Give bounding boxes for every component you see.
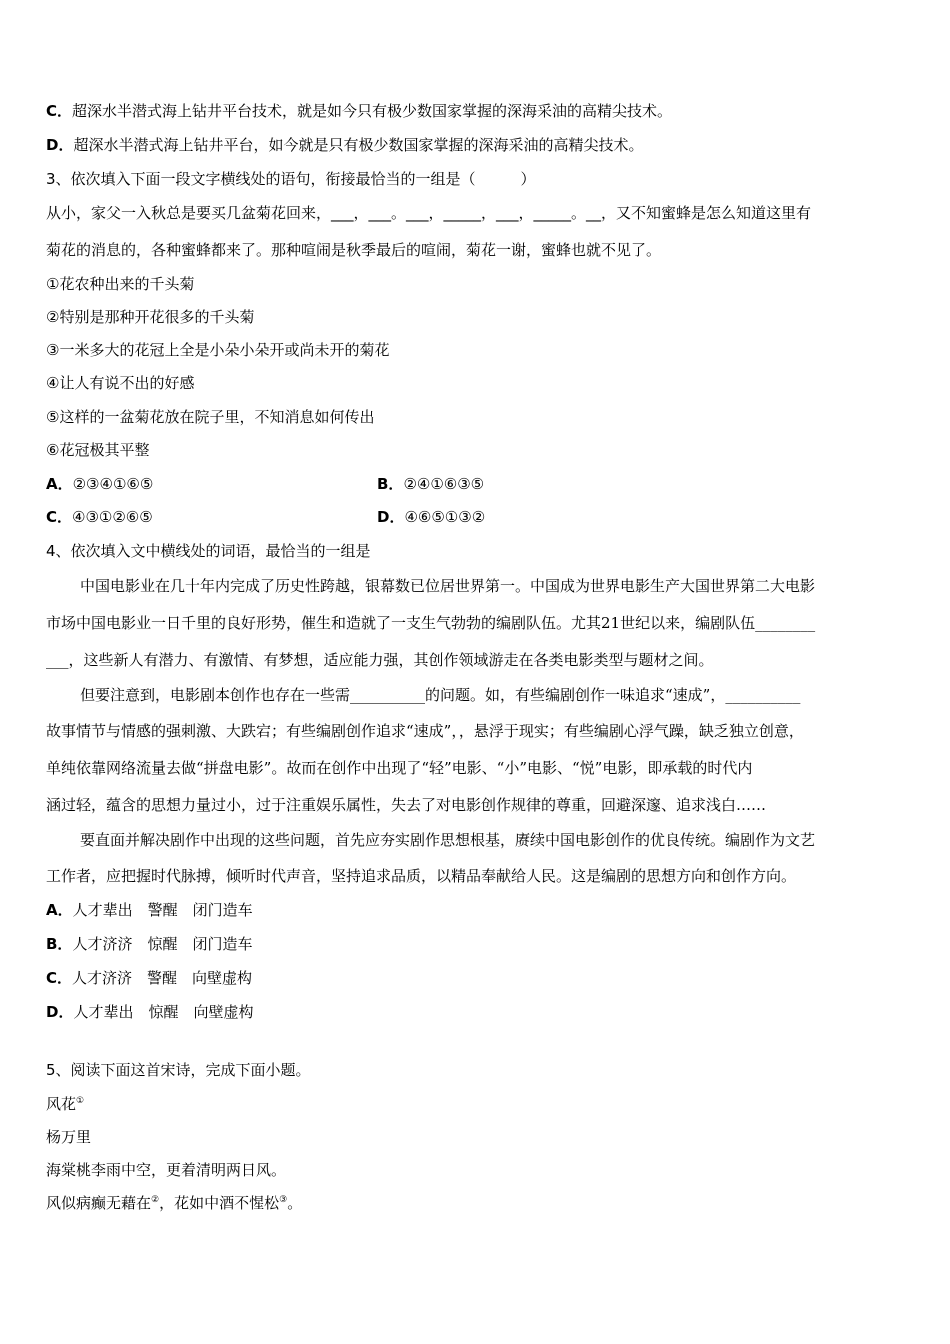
q5-poem-line-2-part-a: 风似病癫无藉在 <box>46 1194 152 1212</box>
q5-poem-line-2-note-2: ③ <box>279 1195 288 1205</box>
q3-option-a <box>46 475 153 493</box>
q4-option-a-text: 人才辈出 警醒 闭门造车 <box>72 901 253 919</box>
q3-option-c <box>46 508 153 526</box>
q4-option-a <box>46 899 910 921</box>
q3-item-5: ⑤这样的一盆菊花放在院子里，不知消息如何传出 <box>46 408 375 426</box>
q2-option-c-text: 超深水半潜式海上钻井平台技术，就是如今只有极少数国家掌握的深海采油的高精尖技术。 <box>72 102 673 120</box>
q4-p1-line-2: 市场中国电影业一日千里的良好形势，催生和造就了一支生气勃勃的编剧队伍。尤其21世纪以来，编剧队伍________ <box>46 614 816 632</box>
q5-poem-line-2-note-1: ② <box>151 1195 160 1205</box>
q3-option-d-text: ④⑥⑤①③② <box>404 508 486 526</box>
q4-option-b <box>46 933 910 955</box>
q2-option-d <box>46 134 910 156</box>
q3-option-d-label: D． <box>377 508 405 526</box>
q3-options-row-1 <box>46 473 910 495</box>
q4-option-b-text: 人才济济 惊醒 闭门造车 <box>72 935 253 953</box>
q4-option-d <box>46 1001 910 1023</box>
q5-poem-line-2 <box>46 1192 910 1214</box>
q2-option-c <box>46 100 910 122</box>
q5-poem-title <box>46 1093 910 1115</box>
q4-p3-line-1: 要直面并解决剧作中出现的这些问题，首先应夯实剧作思想根基，赓续中国电影创作的优良传统。编剧作为文艺 <box>80 831 816 849</box>
q4-option-c-label: C． <box>46 969 73 987</box>
q4-option-b-label: B． <box>46 935 73 953</box>
q2-option-c-label: C． <box>46 102 73 120</box>
q3-title: 3、依次填入下面一段文字横线处的语句，衔接最恰当的一组是（ ） <box>46 170 536 188</box>
q5-poem-line-2-part-b: ，花如中酒不惺松 <box>159 1194 280 1212</box>
q2-option-d-label: D． <box>46 136 74 154</box>
q3-option-c-label: C． <box>46 508 73 526</box>
q3-option-d <box>377 506 485 528</box>
q5-poem-author: 杨万里 <box>46 1128 92 1146</box>
q3-passage-line-1: 从小，家父一入秋总是要买几盆菊花回来，___，___。___，_____，___，_____。__，又不知蜜蜂是怎么知道这里有 <box>46 204 812 222</box>
q4-title: 4、依次填入文中横线处的词语，最恰当的一组是 <box>46 542 371 560</box>
q4-option-d-text: 人才辈出 惊醒 向壁虚构 <box>73 1003 254 1021</box>
q4-p1-line-3: ___，这些新人有潜力、有激情、有梦想，适应能力强，其创作领域游走在各类电影类型与题材之间。 <box>46 651 714 669</box>
q5-poem-title-note: ① <box>76 1096 85 1106</box>
q3-item-4: ④让人有说不出的好感 <box>46 374 195 392</box>
q4-option-c <box>46 967 910 989</box>
q4-p2-line-1: 但要注意到，电影剧本创作也存在一些需__________的问题。如，有些编剧创作一味追求“速成”，__________ <box>80 686 801 704</box>
q4-p1-line-1: 中国电影业在几十年内完成了历史性跨越，银幕数已位居世界第一。中国成为世界电影生产大国世界第二大电影 <box>80 577 816 595</box>
q3-options-row-2 <box>46 506 910 528</box>
q4-p3-line-2: 工作者，应把握时代脉搏，倾听时代声音，坚持追求品质，以精品奉献给人民。这是编剧的思想方向和创作方向。 <box>46 867 797 885</box>
q3-item-6: ⑥花冠极其平整 <box>46 441 150 459</box>
q4-p2-line-3: 单纯依靠网络流量去做“拼盘电影”。故而在创作中出现了“轻”电影、“小”电影、“悦”电影，即承载的时代内 <box>46 759 753 777</box>
q4-option-c-text: 人才济济 警醒 向壁虚构 <box>72 969 253 987</box>
q3-option-a-label: A． <box>46 475 73 493</box>
q3-option-b-label: B． <box>377 475 404 493</box>
q3-option-b <box>377 473 484 495</box>
q5-poem-title-text: 风花 <box>46 1095 77 1113</box>
q3-option-b-text: ②④①⑥③⑤ <box>403 475 485 493</box>
q3-item-1: ①花农种出来的千头菊 <box>46 275 195 293</box>
q5-poem-line-2-part-c: 。 <box>287 1194 303 1212</box>
q3-item-2: ②特别是那种开花很多的千头菊 <box>46 308 255 326</box>
q3-option-a-text: ②③④①⑥⑤ <box>72 475 154 493</box>
q5-title: 5、阅读下面这首宋诗，完成下面小题。 <box>46 1061 311 1079</box>
q3-option-c-text: ④③①②⑥⑤ <box>72 508 153 526</box>
q3-item-3: ③一米多大的花冠上全是小朵小朵开或尚未开的菊花 <box>46 341 390 359</box>
q3-passage-line-2: 菊花的消息的，各种蜜蜂都来了。那种喧闹是秋季最后的喧闹，菊花一谢，蜜蜂也就不见了。 <box>46 241 662 259</box>
q2-option-d-text: 超深水半潜式海上钻井平台，如今就是只有极少数国家掌握的深海采油的高精尖技术。 <box>73 136 644 154</box>
q4-option-a-label: A． <box>46 901 73 919</box>
q4-option-d-label: D． <box>46 1003 74 1021</box>
q4-p2-line-2: 故事情节与情感的强刺激、大跌宕；有些编剧创作追求“速成”，，悬浮于现实；有些编剧心浮气躁，缺乏独立创意， <box>46 722 804 740</box>
q5-poem-line-1: 海棠桃李雨中空，更着清明两日风。 <box>46 1161 287 1179</box>
q4-p2-line-4: 涵过轻，蕴含的思想力量过小，过于注重娱乐属性，失去了对电影创作规律的尊重，回避深邃、追求浅白…… <box>46 796 767 814</box>
